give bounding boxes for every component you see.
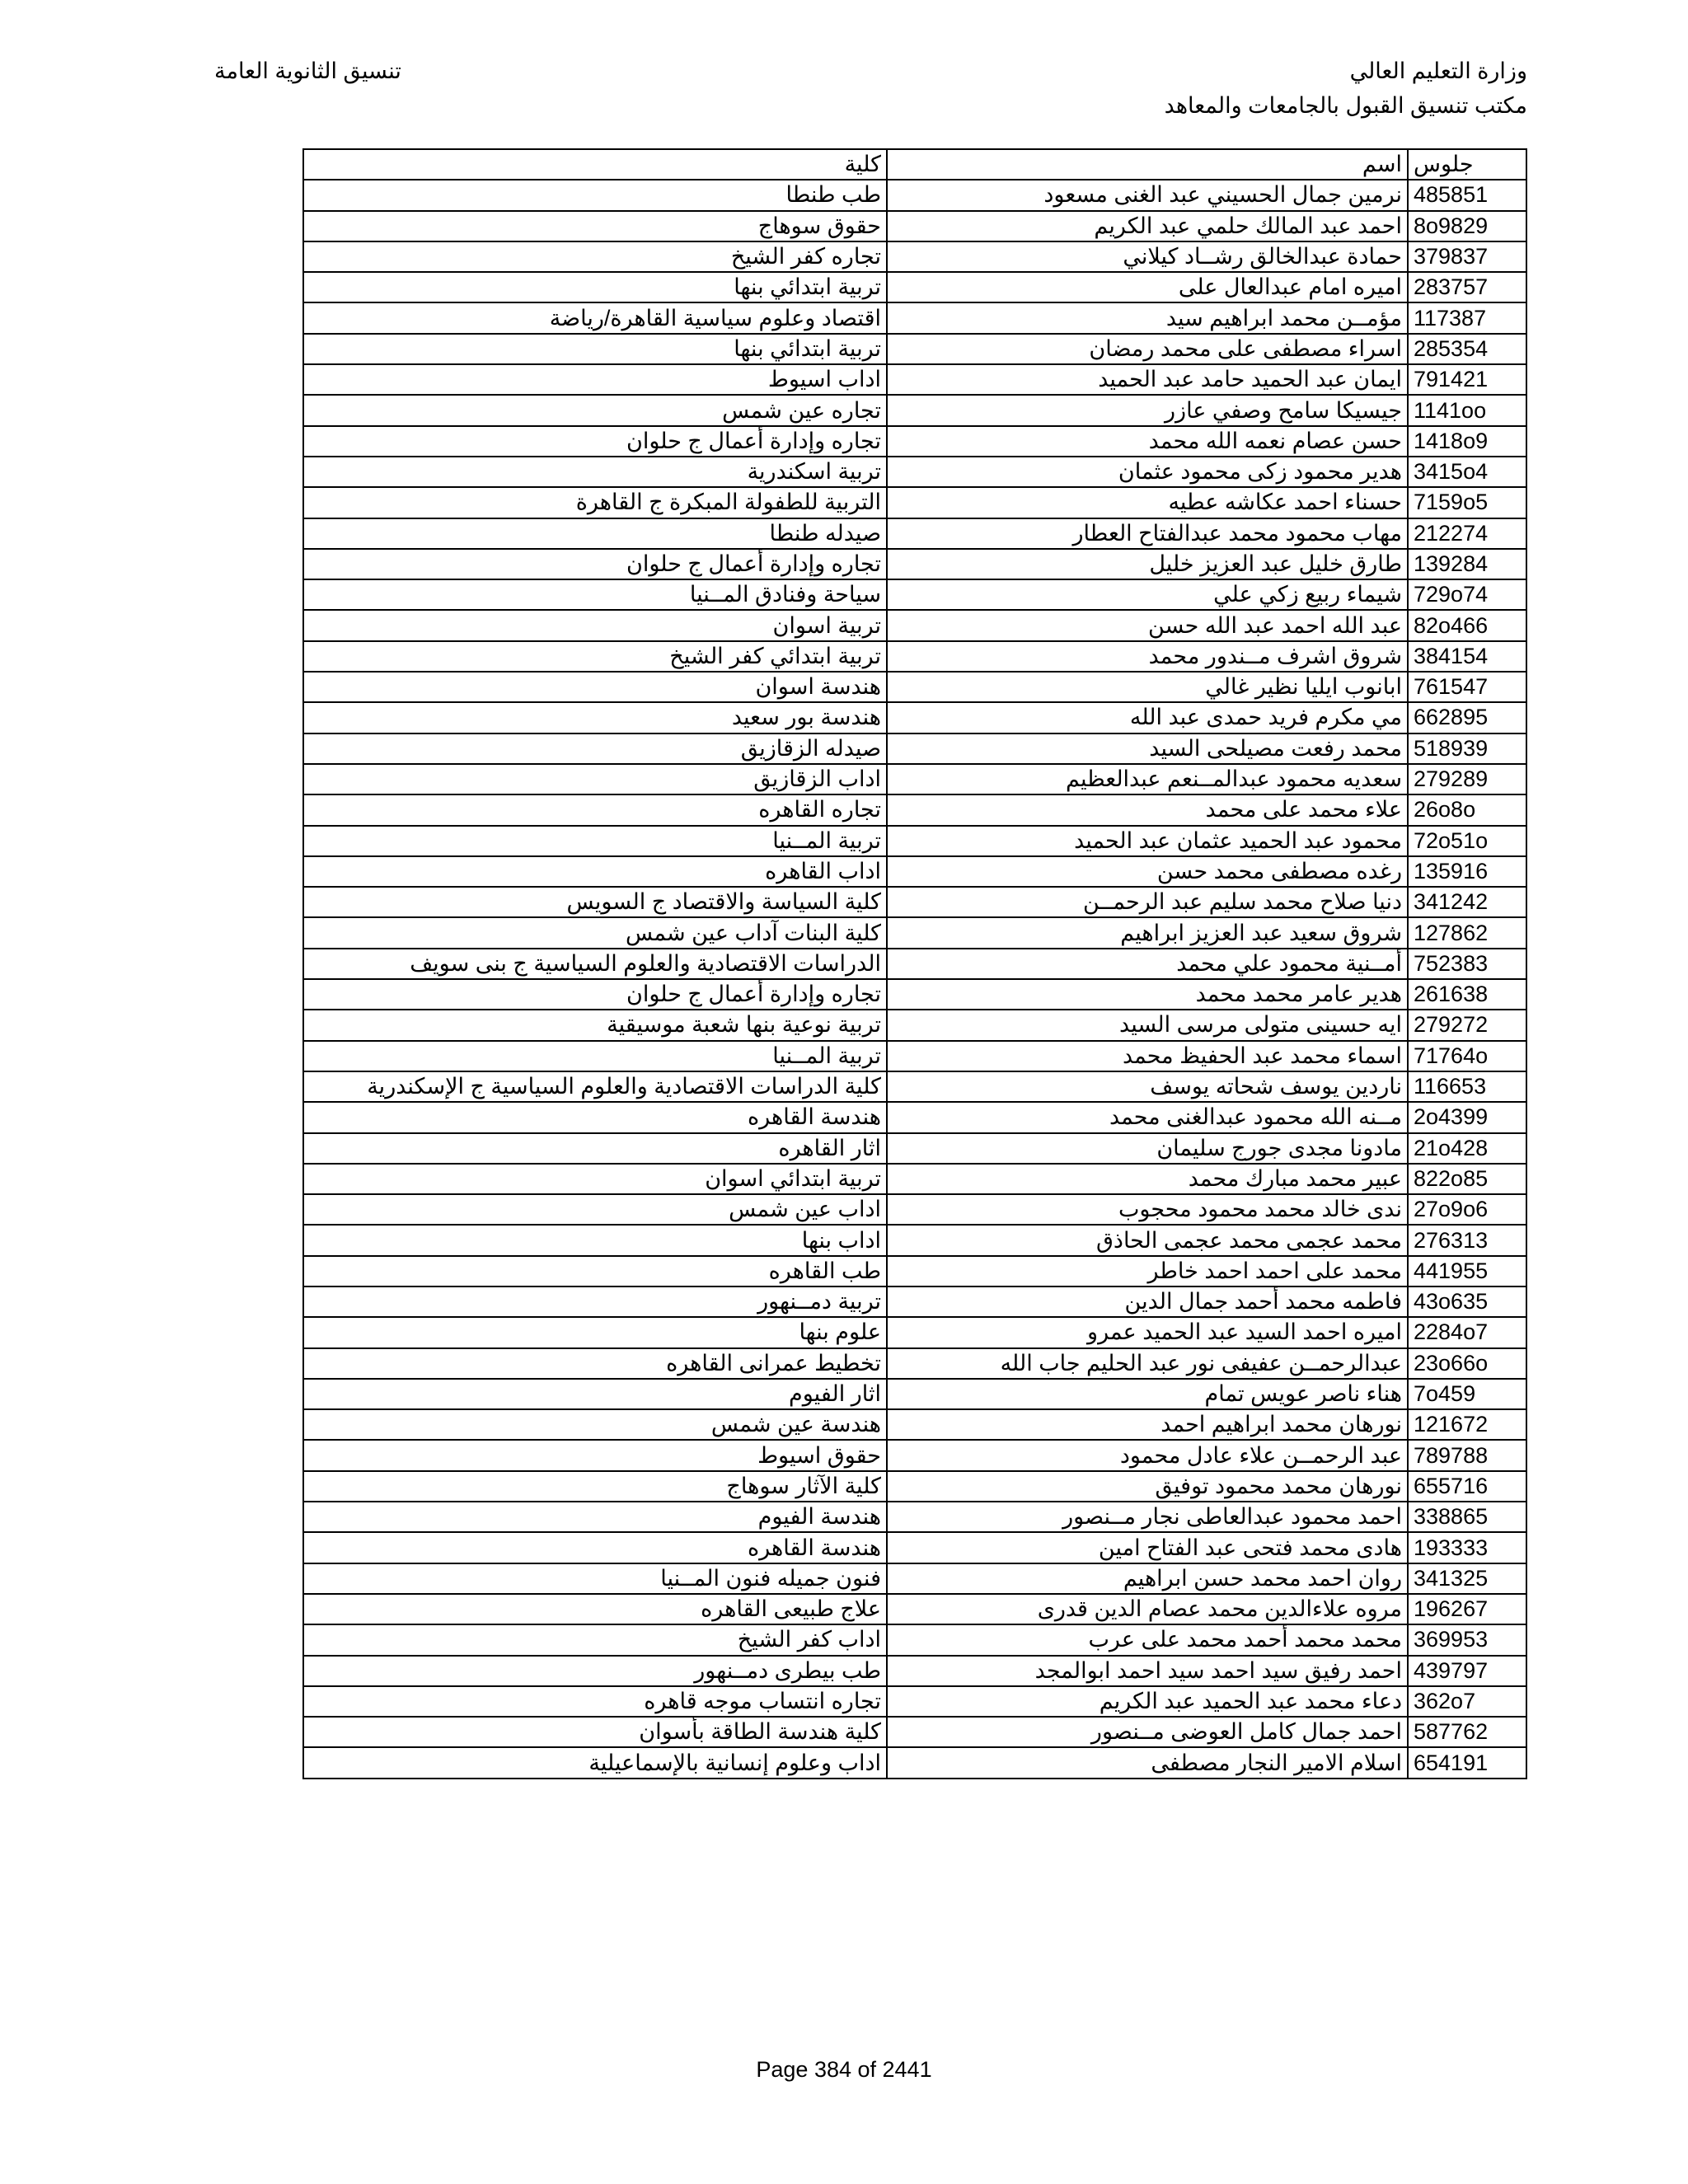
seat-number-cell: 341242 bbox=[1408, 887, 1526, 917]
student-name-cell: ناردين يوسف شحاته يوسف bbox=[887, 1071, 1408, 1102]
student-name-cell: مــنه الله محمود عبدالغنى محمد bbox=[887, 1102, 1408, 1132]
seat-number-cell: 196267 bbox=[1408, 1594, 1526, 1624]
table-row bbox=[303, 1594, 1526, 1624]
student-name-cell: عبير محمد مبارك محمد bbox=[887, 1164, 1408, 1194]
college-cell: اداب بنها bbox=[303, 1225, 887, 1255]
table-row bbox=[303, 979, 1526, 1010]
student-name-cell: نرمين جمال الحسيني عبد الغنى مسعود bbox=[887, 180, 1408, 210]
college-cell: هندسة الفيوم bbox=[303, 1502, 887, 1532]
seat-number-cell: 654191 bbox=[1408, 1747, 1526, 1778]
student-name-cell: علاء محمد على محمد bbox=[887, 794, 1408, 825]
seat-number-cell: 379837 bbox=[1408, 241, 1526, 272]
student-name-cell: اميره احمد السيد عبد الحميد عمرو bbox=[887, 1317, 1408, 1347]
table-row bbox=[303, 917, 1526, 948]
office-title: مكتب تنسيق القبول بالجامعات والمعاهد bbox=[1164, 93, 1527, 118]
seat-number-cell: 761547 bbox=[1408, 672, 1526, 702]
student-name-cell: نورهان محمد محمود توفيق bbox=[887, 1471, 1408, 1502]
seat-number-cell: 1418o9 bbox=[1408, 426, 1526, 457]
student-name-cell: مروه علاءالدين محمد عصام الدين قدرى bbox=[887, 1594, 1408, 1624]
college-cell: تربية ابتدائي كفر الشيخ bbox=[303, 641, 887, 672]
table-row bbox=[303, 1747, 1526, 1778]
student-name-cell: احمد رفيق سيد احمد سيد احمد ابوالمجد bbox=[887, 1656, 1408, 1686]
admissions-table bbox=[302, 148, 1527, 1779]
student-name-cell: شيماء ربيع زكي علي bbox=[887, 579, 1408, 610]
student-name-cell: مادونا مجدى جورج سليمان bbox=[887, 1133, 1408, 1164]
college-cell: تجاره عين شمس bbox=[303, 395, 887, 425]
table-row bbox=[303, 1624, 1526, 1655]
table-row bbox=[303, 949, 1526, 979]
college-cell: هندسة بور سعيد bbox=[303, 702, 887, 733]
student-name-cell: هدير محمود زكى محمود عثمان bbox=[887, 457, 1408, 487]
college-cell: فنون جميله فنون المــنيا bbox=[303, 1563, 887, 1594]
student-name-cell: نورهان محمد ابراهيم احمد bbox=[887, 1409, 1408, 1440]
college-cell: علوم بنها bbox=[303, 1317, 887, 1347]
student-name-cell: مي مكرم فريد حمدى عبد الله bbox=[887, 702, 1408, 733]
table-row bbox=[303, 1409, 1526, 1440]
student-name-cell: عبد الله احمد عبد الله حسن bbox=[887, 610, 1408, 640]
seat-number-cell: 285354 bbox=[1408, 334, 1526, 364]
student-name-cell: عبد الرحمــن علاء عادل محمود bbox=[887, 1440, 1408, 1470]
college-cell: اداب عين شمس bbox=[303, 1194, 887, 1225]
college-cell: طب طنطا bbox=[303, 180, 887, 210]
table-body bbox=[303, 180, 1526, 1778]
seat-number-cell: 441955 bbox=[1408, 1256, 1526, 1286]
table-row bbox=[303, 241, 1526, 272]
student-name-cell: حمادة عبدالخالق رشــاد كيلاني bbox=[887, 241, 1408, 272]
college-cell: تربية دمــنهور bbox=[303, 1286, 887, 1317]
college-cell: حقوق اسيوط bbox=[303, 1440, 887, 1470]
college-cell: هندسة القاهره bbox=[303, 1102, 887, 1132]
seat-number-cell: 139284 bbox=[1408, 549, 1526, 579]
college-cell: التربية للطفولة المبكرة ج القاهرة bbox=[303, 487, 887, 518]
table-row bbox=[303, 1286, 1526, 1317]
seat-number-cell: 43o635 bbox=[1408, 1286, 1526, 1317]
student-name-cell: اسراء مصطفى على محمد رمضان bbox=[887, 334, 1408, 364]
college-cell: اقتصاد وعلوم سياسية القاهرة/رياضة bbox=[303, 302, 887, 333]
table-row bbox=[303, 672, 1526, 702]
seat-number-cell: 485851 bbox=[1408, 180, 1526, 210]
college-cell: اداب القاهره bbox=[303, 856, 887, 887]
college-cell: طب بيطرى دمــنهور bbox=[303, 1656, 887, 1686]
table-row bbox=[303, 426, 1526, 457]
seat-number-cell: 261638 bbox=[1408, 979, 1526, 1010]
seat-number-cell: 789788 bbox=[1408, 1440, 1526, 1470]
column-header-name: اسم bbox=[887, 149, 1408, 180]
seat-number-cell: 26o8o bbox=[1408, 794, 1526, 825]
student-name-cell: مهاب محمود محمد عبدالفتاح العطار bbox=[887, 518, 1408, 549]
seat-number-cell: 23o66o bbox=[1408, 1348, 1526, 1379]
college-cell: تجاره وإدارة أعمال ج حلوان bbox=[303, 426, 887, 457]
college-cell: كلية الدراسات الاقتصادية والعلوم السياسية ج الإسكندرية bbox=[303, 1071, 887, 1102]
student-name-cell: محمود عبد الحميد عثمان عبد الحميد bbox=[887, 826, 1408, 856]
seat-number-cell: 362o7 bbox=[1408, 1686, 1526, 1717]
page-number: Page 384 of 2441 bbox=[756, 2057, 932, 2082]
student-name-cell: سعديه محمود عبدالمــنعم عبدالعظيم bbox=[887, 764, 1408, 794]
college-cell: اثار القاهره bbox=[303, 1133, 887, 1164]
table-row bbox=[303, 641, 1526, 672]
ministry-title: وزارة التعليم العالي bbox=[1349, 59, 1527, 83]
seat-number-cell: 276313 bbox=[1408, 1225, 1526, 1255]
college-cell: تجاره القاهره bbox=[303, 794, 887, 825]
college-cell: تخطيط عمرانى القاهره bbox=[303, 1348, 887, 1379]
student-name-cell: طارق خليل عبد العزيز خليل bbox=[887, 549, 1408, 579]
seat-number-cell: 116653 bbox=[1408, 1071, 1526, 1102]
seat-number-cell: 8o9829 bbox=[1408, 211, 1526, 241]
seat-number-cell: 212274 bbox=[1408, 518, 1526, 549]
table-row bbox=[303, 733, 1526, 764]
table-row bbox=[303, 1440, 1526, 1470]
student-name-cell: جيسيكا سامح وصفي عازر bbox=[887, 395, 1408, 425]
student-name-cell: احمد محمود عبدالعاطى نجار مــنصور bbox=[887, 1502, 1408, 1532]
table-row bbox=[303, 826, 1526, 856]
student-name-cell: ايه حسينى متولى مرسى السيد bbox=[887, 1010, 1408, 1040]
student-name-cell: ندى خالد محمد محمود محجوب bbox=[887, 1194, 1408, 1225]
college-cell: تربية ابتدائي بنها bbox=[303, 334, 887, 364]
table-row bbox=[303, 180, 1526, 210]
college-cell: هندسة القاهره bbox=[303, 1532, 887, 1563]
seat-number-cell: 2284o7 bbox=[1408, 1317, 1526, 1347]
student-name-cell: احمد عبد المالك حلمي عبد الكريم bbox=[887, 211, 1408, 241]
table-row bbox=[303, 610, 1526, 640]
student-name-cell: اسماء محمد عبد الحفيظ محمد bbox=[887, 1041, 1408, 1071]
seat-number-cell: 279272 bbox=[1408, 1010, 1526, 1040]
college-cell: طب القاهره bbox=[303, 1256, 887, 1286]
seat-number-cell: 341325 bbox=[1408, 1563, 1526, 1594]
seat-number-cell: 338865 bbox=[1408, 1502, 1526, 1532]
student-name-cell: حسن عصام نعمه الله محمد bbox=[887, 426, 1408, 457]
college-cell: هندسة اسوان bbox=[303, 672, 887, 702]
student-name-cell: عبدالرحمــن عفيفى نور عبد الحليم جاب الله bbox=[887, 1348, 1408, 1379]
coordination-title: تنسيق الثانوية العامة bbox=[214, 59, 401, 83]
college-cell: صيدله طنطا bbox=[303, 518, 887, 549]
student-name-cell: شروق سعيد عبد العزيز ابراهيم bbox=[887, 917, 1408, 948]
table-row bbox=[303, 1071, 1526, 1102]
table-row bbox=[303, 302, 1526, 333]
table-row bbox=[303, 1041, 1526, 1071]
college-cell: اثار الفيوم bbox=[303, 1379, 887, 1409]
table-row bbox=[303, 549, 1526, 579]
college-cell: اداب وعلوم إنسانية بالإسماعيلية bbox=[303, 1747, 887, 1778]
seat-number-cell: 3415o4 bbox=[1408, 457, 1526, 487]
seat-number-cell: 21o428 bbox=[1408, 1133, 1526, 1164]
college-cell: تربية المــنيا bbox=[303, 826, 887, 856]
table-row bbox=[303, 1194, 1526, 1225]
table-row bbox=[303, 364, 1526, 395]
college-cell: كلية البنات آداب عين شمس bbox=[303, 917, 887, 948]
college-cell: اداب كفر الشيخ bbox=[303, 1624, 887, 1655]
table-row bbox=[303, 1133, 1526, 1164]
seat-number-cell: 193333 bbox=[1408, 1532, 1526, 1563]
college-cell: تجاره وإدارة أعمال ج حلوان bbox=[303, 979, 887, 1010]
table-row bbox=[303, 1686, 1526, 1717]
table-row bbox=[303, 794, 1526, 825]
table-header-row bbox=[303, 149, 1526, 180]
seat-number-cell: 2o4399 bbox=[1408, 1102, 1526, 1132]
table-row bbox=[303, 579, 1526, 610]
student-name-cell: فاطمه محمد أحمد جمال الدين bbox=[887, 1286, 1408, 1317]
table-row bbox=[303, 1532, 1526, 1563]
table-row bbox=[303, 457, 1526, 487]
seat-number-cell: 662895 bbox=[1408, 702, 1526, 733]
table-row bbox=[303, 1563, 1526, 1594]
student-name-cell: روان احمد محمد حسن ابراهيم bbox=[887, 1563, 1408, 1594]
seat-number-cell: 127862 bbox=[1408, 917, 1526, 948]
student-name-cell: ابانوب ايليا نظير غالي bbox=[887, 672, 1408, 702]
seat-number-cell: 7o459 bbox=[1408, 1379, 1526, 1409]
college-cell: تجاره كفر الشيخ bbox=[303, 241, 887, 272]
seat-number-cell: 283757 bbox=[1408, 272, 1526, 302]
college-cell: تجاره وإدارة أعمال ج حلوان bbox=[303, 549, 887, 579]
table-row bbox=[303, 1102, 1526, 1132]
student-name-cell: شروق اشرف مــندور محمد bbox=[887, 641, 1408, 672]
table-row bbox=[303, 1164, 1526, 1194]
student-name-cell: هادى محمد فتحى عبد الفتاح امين bbox=[887, 1532, 1408, 1563]
table-row bbox=[303, 1010, 1526, 1040]
seat-number-cell: 82o466 bbox=[1408, 610, 1526, 640]
seat-number-cell: 71764o bbox=[1408, 1041, 1526, 1071]
college-cell: تربية نوعية بنها شعبة موسيقية bbox=[303, 1010, 887, 1040]
table-row bbox=[303, 334, 1526, 364]
seat-number-cell: 279289 bbox=[1408, 764, 1526, 794]
student-name-cell: اميره امام عبدالعال على bbox=[887, 272, 1408, 302]
seat-number-cell: 587762 bbox=[1408, 1717, 1526, 1747]
table-row bbox=[303, 395, 1526, 425]
table-row bbox=[303, 1256, 1526, 1286]
seat-number-cell: 27o9o6 bbox=[1408, 1194, 1526, 1225]
seat-number-cell: 7159o5 bbox=[1408, 487, 1526, 518]
seat-number-cell: 791421 bbox=[1408, 364, 1526, 395]
student-name-cell: محمد رفعت مصيلحى السيد bbox=[887, 733, 1408, 764]
column-header-seat: جلوس bbox=[1408, 149, 1526, 180]
college-cell: تجاره انتساب موجه قاهره bbox=[303, 1686, 887, 1717]
student-name-cell: هناء ناصر عويس تمام bbox=[887, 1379, 1408, 1409]
student-name-cell: احمد جمال كامل العوضى مــنصور bbox=[887, 1717, 1408, 1747]
college-cell: تربية ابتدائي اسوان bbox=[303, 1164, 887, 1194]
college-cell: كلية هندسة الطاقة بأسوان bbox=[303, 1717, 887, 1747]
college-cell: تربية ابتدائي بنها bbox=[303, 272, 887, 302]
seat-number-cell: 822o85 bbox=[1408, 1164, 1526, 1194]
college-cell: حقوق سوهاج bbox=[303, 211, 887, 241]
seat-number-cell: 439797 bbox=[1408, 1656, 1526, 1686]
seat-number-cell: 518939 bbox=[1408, 733, 1526, 764]
seat-number-cell: 121672 bbox=[1408, 1409, 1526, 1440]
table-row bbox=[303, 1348, 1526, 1379]
table-row bbox=[303, 272, 1526, 302]
table-row bbox=[303, 487, 1526, 518]
student-name-cell: أمــنية محمود علي محمد bbox=[887, 949, 1408, 979]
seat-number-cell: 752383 bbox=[1408, 949, 1526, 979]
table-row bbox=[303, 887, 1526, 917]
student-name-cell: دنيا صلاح محمد سليم عبد الرحمــن bbox=[887, 887, 1408, 917]
table-row bbox=[303, 1717, 1526, 1747]
college-cell: الدراسات الاقتصادية والعلوم السياسية ج بنى سويف bbox=[303, 949, 887, 979]
table-row bbox=[303, 1502, 1526, 1532]
table-row bbox=[303, 1225, 1526, 1255]
college-cell: تربية المــنيا bbox=[303, 1041, 887, 1071]
student-name-cell: هدير عامر محمد محمد bbox=[887, 979, 1408, 1010]
college-cell: كلية الآثار سوهاج bbox=[303, 1471, 887, 1502]
column-header-college: كلية bbox=[303, 149, 887, 180]
table-row bbox=[303, 518, 1526, 549]
student-name-cell: دعاء محمد عبد الحميد عبد الكريم bbox=[887, 1686, 1408, 1717]
student-name-cell: رغده مصطفى محمد حسن bbox=[887, 856, 1408, 887]
seat-number-cell: 655716 bbox=[1408, 1471, 1526, 1502]
table-row bbox=[303, 764, 1526, 794]
college-cell: صيدله الزقازيق bbox=[303, 733, 887, 764]
college-cell: علاج طبيعى القاهره bbox=[303, 1594, 887, 1624]
student-name-cell: محمد على احمد احمد خاطر bbox=[887, 1256, 1408, 1286]
seat-number-cell: 72o51o bbox=[1408, 826, 1526, 856]
table-row bbox=[303, 1317, 1526, 1347]
college-cell: هندسة عين شمس bbox=[303, 1409, 887, 1440]
seat-number-cell: 1141oo bbox=[1408, 395, 1526, 425]
table-row bbox=[303, 856, 1526, 887]
table-row bbox=[303, 211, 1526, 241]
college-cell: اداب اسيوط bbox=[303, 364, 887, 395]
student-name-cell: حسناء احمد عكاشه عطيه bbox=[887, 487, 1408, 518]
seat-number-cell: 369953 bbox=[1408, 1624, 1526, 1655]
seat-number-cell: 135916 bbox=[1408, 856, 1526, 887]
table-row bbox=[303, 1656, 1526, 1686]
college-cell: سياحة وفنادق المــنيا bbox=[303, 579, 887, 610]
student-name-cell: مؤمــن محمد ابراهيم سيد bbox=[887, 302, 1408, 333]
table-row bbox=[303, 702, 1526, 733]
seat-number-cell: 729o74 bbox=[1408, 579, 1526, 610]
college-cell: اداب الزقازيق bbox=[303, 764, 887, 794]
college-cell: تربية اسكندرية bbox=[303, 457, 887, 487]
table-row bbox=[303, 1471, 1526, 1502]
student-name-cell: اسلام الامير النجار مصطفى bbox=[887, 1747, 1408, 1778]
college-cell: كلية السياسة والاقتصاد ج السويس bbox=[303, 887, 887, 917]
student-name-cell: محمد محمد أحمد محمد على عرب bbox=[887, 1624, 1408, 1655]
seat-number-cell: 384154 bbox=[1408, 641, 1526, 672]
seat-number-cell: 117387 bbox=[1408, 302, 1526, 333]
student-name-cell: ايمان عبد الحميد حامد عبد الحميد bbox=[887, 364, 1408, 395]
college-cell: تربية اسوان bbox=[303, 610, 887, 640]
table-row bbox=[303, 1379, 1526, 1409]
student-name-cell: محمد عجمى محمد عجمى الحاذق bbox=[887, 1225, 1408, 1255]
